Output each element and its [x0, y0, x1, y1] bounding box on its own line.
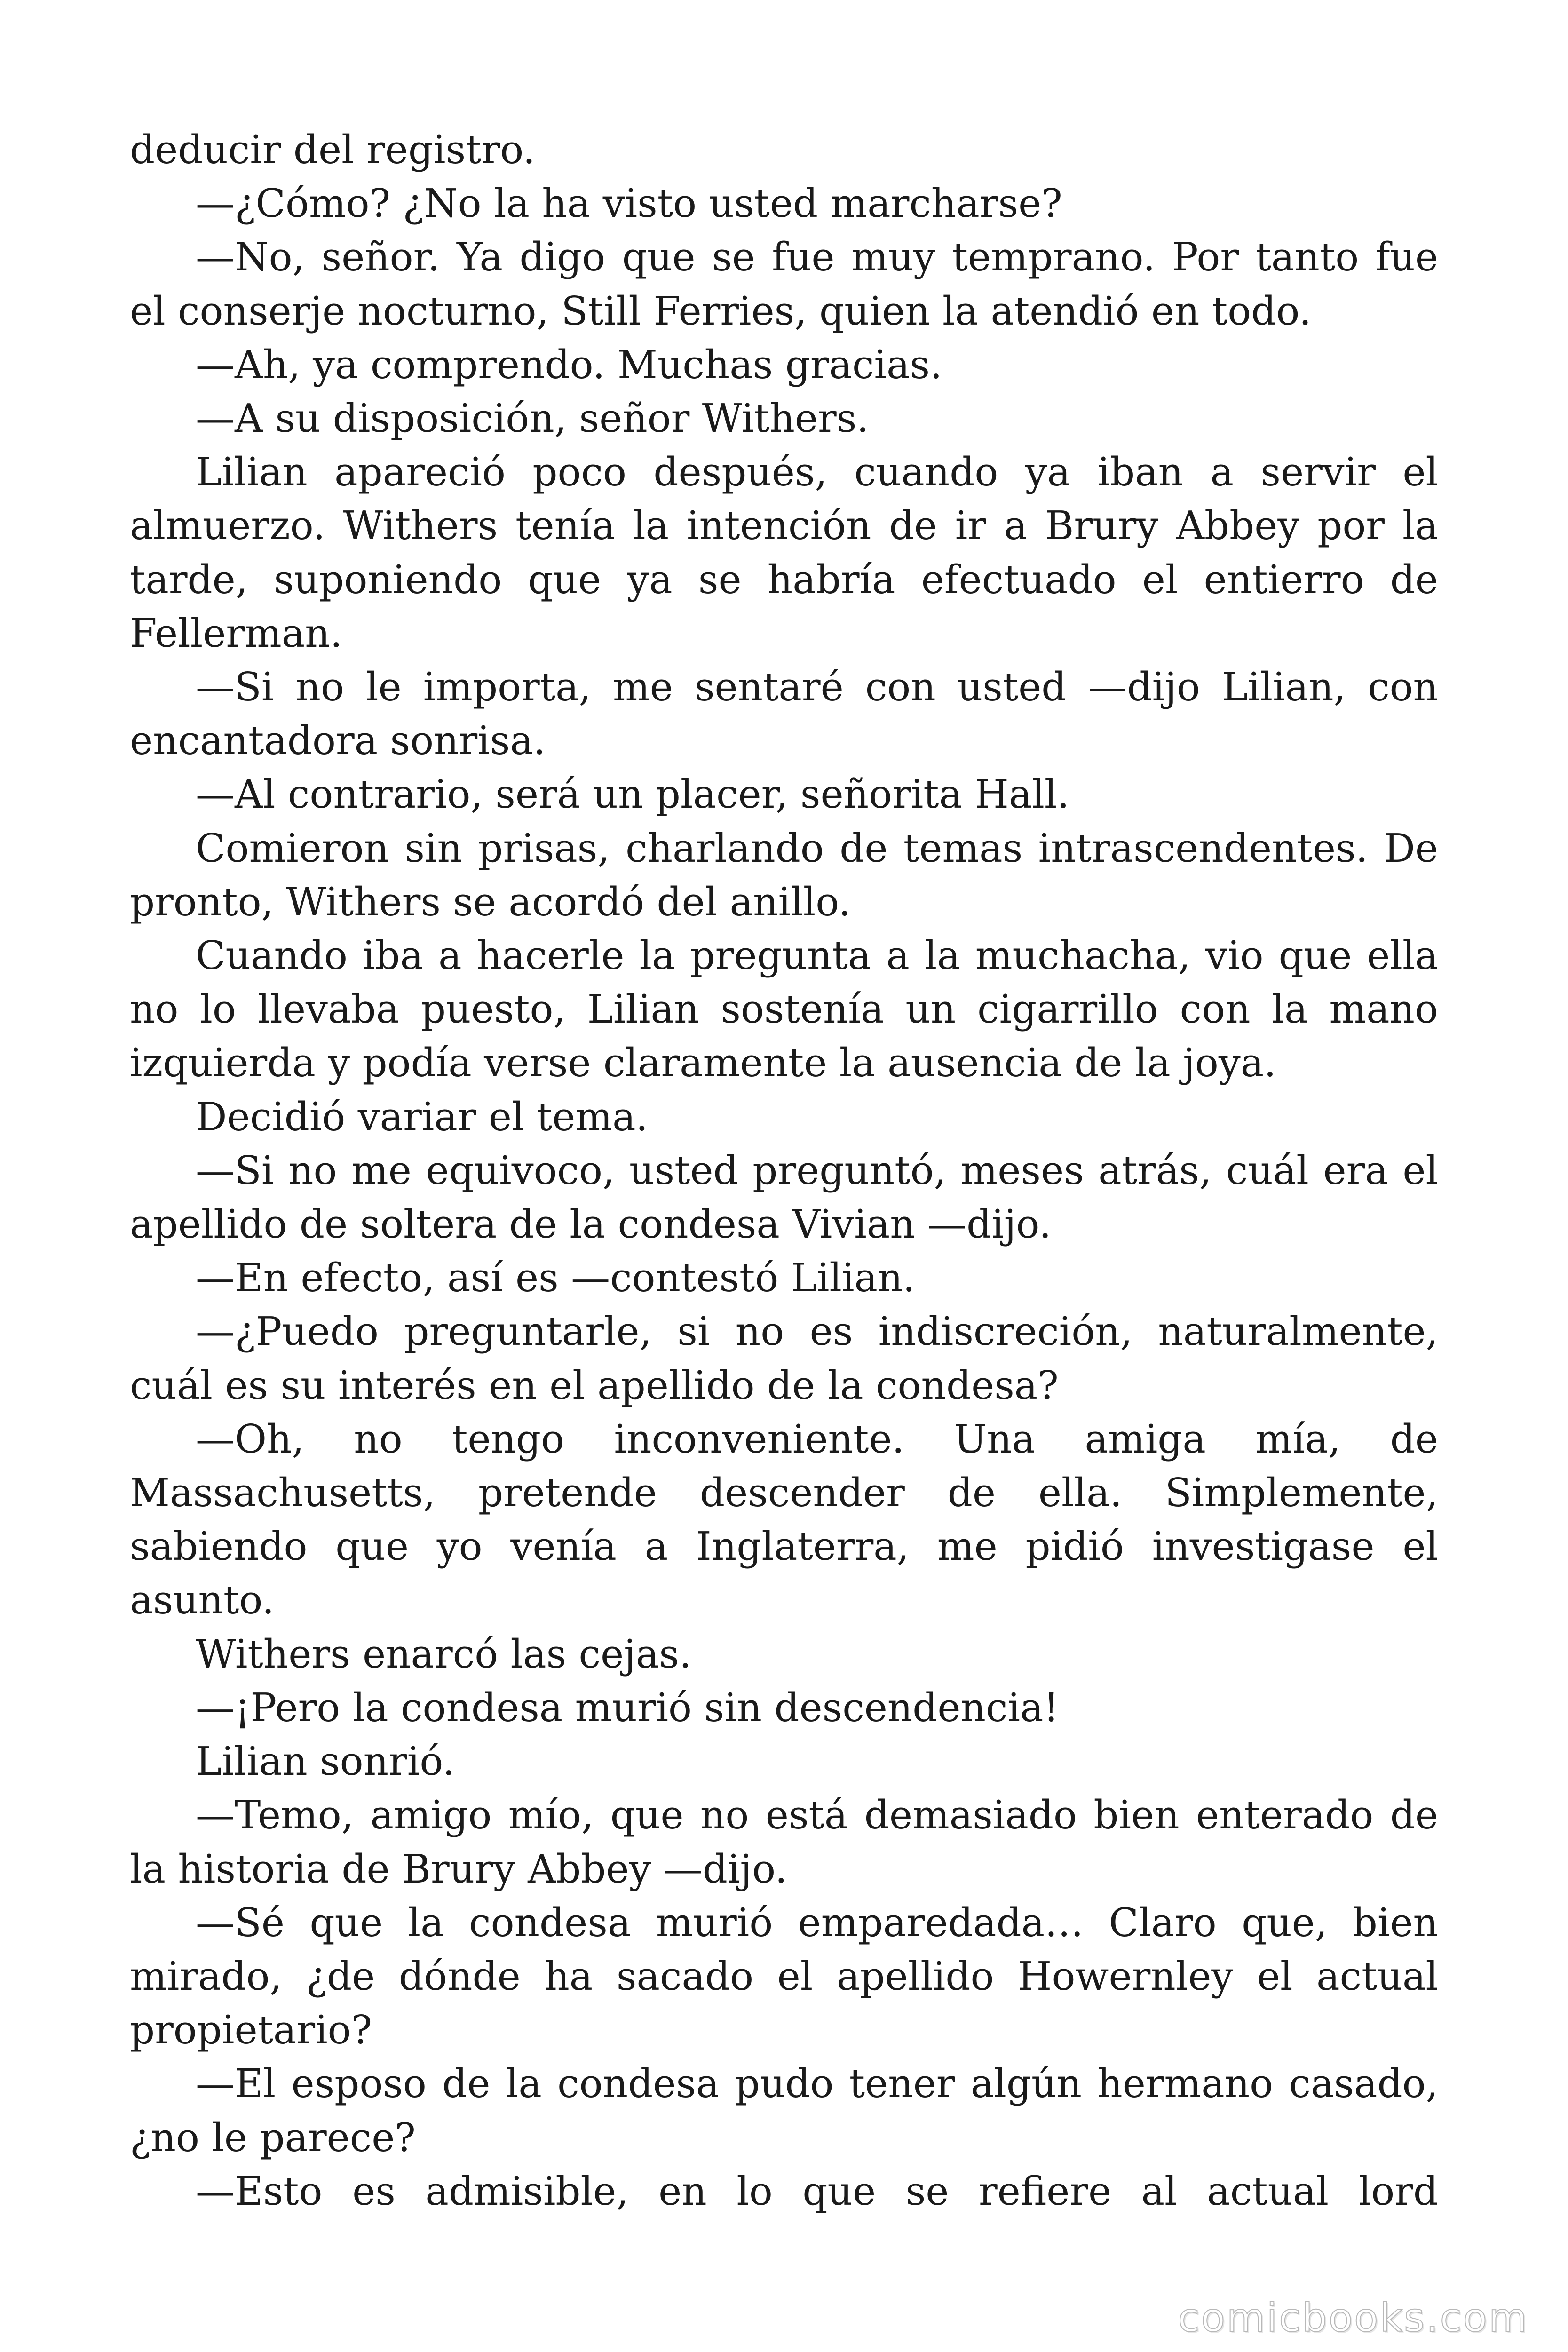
paragraph: —Oh, no tengo inconveniente. Una amiga mía, de Massachusetts, pretende descender de ella. Simplemente, sabiendo que yo venía a Inglaterra, me pidió investigase el asunto. [130, 1416, 1438, 1623]
body-text [130, 123, 1438, 2218]
paragraph: —¡Pero la condesa murió sin descendencia! [196, 1685, 1059, 1731]
watermark: comicbooks.com [1178, 2295, 1528, 2341]
paragraph: —Temo, amigo mío, que no está demasiado bien enterado de la historia de Brury Abbey —dijo. [130, 1792, 1438, 1892]
paragraph: Lilian apareció poco después, cuando ya iban a servir el almuerzo. Withers tenía la intención de ir a Brury Abbey por la tarde, suponiendo que ya se habría efectuado el entierro de Fellerman. [130, 449, 1438, 656]
paragraph: Cuando iba a hacerle la pregunta a la muchacha, vio que ella no lo llevaba puesto, Lilian sostenía un cigarrillo con la mano izquierda y podía verse claramente la ausencia de la joya. [130, 933, 1438, 1086]
paragraph: —Ah, ya comprendo. Muchas gracias. [196, 342, 942, 388]
paragraph: —El esposo de la condesa pudo tener algún hermano casado, ¿no le parece? [130, 2061, 1438, 2161]
paragraph: —¿Cómo? ¿No la ha visto usted marcharse? [196, 181, 1062, 227]
paragraph: —Esto es admisible, en lo que se refiere al actual lord [196, 2168, 1438, 2214]
paragraph: —Al contrario, será un placer, señorita Hall. [196, 771, 1069, 818]
paragraph: —A su disposición, señor Withers. [196, 396, 869, 442]
paragraph: —¿Puedo preguntarle, si no es indiscreción, naturalmente, cuál es su interés en el apellido de la condesa? [130, 1309, 1438, 1408]
paragraph: —Si no le importa, me sentaré con usted —dijo Lilian, con encantadora sonrisa. [130, 664, 1438, 764]
paragraph: —Si no me equivoco, usted preguntó, meses atrás, cuál era el apellido de soltera de la condesa Vivian —dijo. [130, 1147, 1438, 1248]
paragraph: Lilian sonrió. [196, 1739, 455, 1785]
paragraph: —No, señor. Ya digo que se fue muy temprano. Por tanto fue el conserje nocturno, Still Ferries, quien la atendió en todo. [130, 234, 1438, 334]
paragraph: —En efecto, así es —contestó Lilian. [196, 1255, 915, 1301]
paragraph: Decidió variar el tema. [196, 1094, 648, 1140]
paragraph: Comieron sin prisas, charlando de temas intrascendentes. De pronto, Withers se acordó del anillo. [130, 825, 1438, 925]
paragraph: Withers enarcó las cejas. [196, 1631, 692, 1677]
paragraph: deducir del registro. [130, 127, 536, 173]
paragraph: —Sé que la condesa murió emparedada… Claro que, bien mirado, ¿de dónde ha sacado el apellido Howernley el actual propietario? [130, 1899, 1438, 2053]
